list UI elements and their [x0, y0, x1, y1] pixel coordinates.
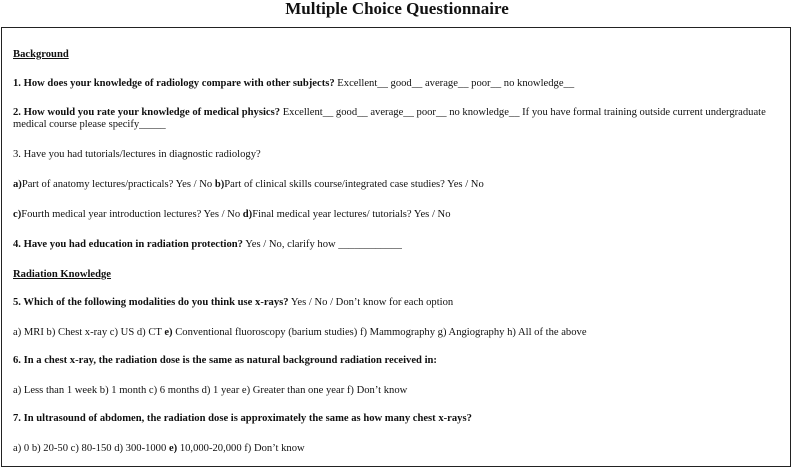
question-4-options: Yes / No, clarify how ____________ [245, 239, 402, 250]
question-2 [13, 107, 773, 131]
q5-options-part1: a) MRI b) Chest x-ray c) US d) CT [13, 327, 165, 338]
q7-options-part1: a) 0 b) 20-50 c) 80-150 d) 300-1000 [13, 443, 169, 454]
q3-b-text: Part of clinical skills course/integrated case studies? Yes / No [224, 179, 484, 190]
question-6: 6. In a chest x-ray, the radiation dose is the same as natural background radiation received in: [13, 355, 437, 366]
question-2-text: 2. How would you rate your knowledge of medical physics? [13, 107, 281, 118]
question-5-options [13, 327, 587, 339]
section-heading-background: Background [13, 49, 69, 60]
question-3-options-ab [13, 179, 484, 191]
question-1 [13, 78, 574, 90]
q5-options-part2: Conventional fluoroscopy (barium studies) f) Mammography g) Angiography h) All of the above [172, 327, 587, 338]
question-5 [13, 297, 453, 309]
section-heading-radiation: Radiation Knowledge [13, 269, 112, 280]
question-6-options: a) Less than 1 week b) 1 month c) 6 months d) 1 year e) Greater than one year f) Don’t know [13, 385, 408, 396]
q3-c-text: Fourth medical year introduction lectures? Yes / No [21, 209, 243, 220]
question-2-options: Excellent__ good__ average__ poor__ no knowledge__ If you have formal training outside current undergraduate medical course please specify_____ [13, 107, 766, 130]
q3-a-text: Part of anatomy lectures/practicals? Yes / No [21, 179, 215, 190]
question-7: 7. In ultrasound of abdomen, the radiation dose is approximately the same as how many chest x-rays? [13, 413, 472, 424]
question-3: 3. Have you had tutorials/lectures in diagnostic radiology? [13, 149, 261, 160]
q7-e-label: e) [168, 443, 178, 454]
question-1-text: 1. How does your knowledge of radiology compare with other subjects? [13, 78, 335, 89]
question-5-text: 5. Which of the following modalities do you think use x-rays? [13, 297, 289, 308]
page-title: Multiple Choice Questionnaire [285, 0, 509, 18]
question-4-text: 4. Have you had education in radiation protection? [13, 239, 243, 250]
q5-e-label: e) [164, 327, 173, 338]
question-7-options [13, 443, 305, 455]
question-4 [13, 239, 402, 251]
questionnaire-box [1, 27, 791, 467]
q3-b-label: b) [214, 179, 225, 190]
question-1-options: Excellent__ good__ average__ poor__ no knowledge__ [337, 78, 575, 89]
q7-options-part2: 10,000-20,000 f) Don’t know [177, 443, 305, 454]
q3-a-label: a) [13, 179, 22, 190]
q3-d-label: d) [242, 209, 253, 220]
question-5-answer-format: Yes / No / Don’t know for each option [290, 297, 454, 308]
q3-d-text: Final medical year lectures/ tutorials? Yes / No [252, 209, 451, 220]
question-3-options-cd [13, 209, 451, 221]
q3-c-label: c) [13, 209, 22, 220]
